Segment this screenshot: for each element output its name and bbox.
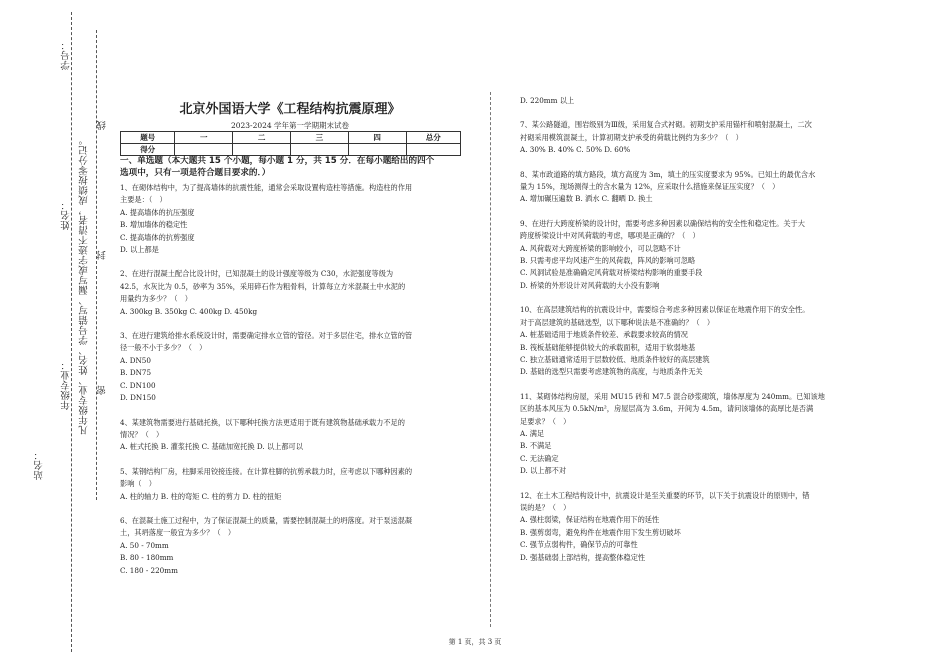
question-gap [520, 107, 870, 119]
answer-option: A. DN50 [120, 355, 151, 365]
question-gap [120, 454, 470, 466]
question-block [520, 169, 870, 206]
question-block [520, 490, 870, 564]
column-separator [490, 92, 491, 627]
question-text: 8、某市政道路的填方路段，填方高度为 3m，填土的压实度要求为 95%。已知土的最优含水 [520, 169, 816, 179]
question-block [520, 218, 870, 292]
question-block [120, 417, 470, 454]
answer-option: A. 50 - 70mm [120, 540, 169, 550]
answer-option: C. 强节点弱构件，确保节点的可靠性 [520, 540, 638, 550]
question-text: 1、在砌体结构中，为了提高墙体的抗震性能，通常会采取设置构造柱等措施。构造柱的作用 [120, 183, 413, 192]
question-gap [520, 478, 870, 490]
question-text: 区的基本风压为 0.5kN/m²，房屋层高为 3.6m，开间为 4.5m，请问该墙体的高厚比是否满 [520, 404, 814, 414]
binding-dashed-line [71, 12, 72, 652]
question-text: 土，其坍落度一般宜为多少？（ ） [120, 528, 236, 538]
answer-option: A. 强柱弱梁，保证结构在地震作用下的延性 [520, 515, 660, 525]
answer-option: A. 300kg B. 350kg C. 400kg D. 450kg [120, 306, 258, 316]
question-text: 5、某钢结构厂房，柱脚采用铰接连接。在计算柱脚的抗剪承载力时，应考虑以下哪种因素的 [120, 466, 413, 476]
score-cell [233, 144, 291, 156]
question-block [520, 95, 870, 107]
answer-option: A. 桩基础适用于地质条件较差、承载要求较高的情况 [520, 330, 688, 340]
question-gap [520, 206, 870, 218]
answer-option: D. 220mm 以上 [520, 96, 575, 105]
student-id-label: 学号： [61, 40, 72, 70]
question-text: 跨度桥梁设计中对风荷载的考虑，哪项是正确的？（ ） [520, 231, 700, 241]
question-text: 2、在进行混凝土配合比设计时，已知混凝土的设计强度等级为 C30，水泥强度等级为 [120, 269, 394, 279]
question-text: 12、在土木工程结构设计中，抗震设计是至关重要的环节，以下关于抗震设计的原则中，错 [520, 490, 810, 500]
question-text: 对于高层建筑的基础选型，以下哪种说法是不准确的？（ ） [520, 317, 715, 327]
score-cell [348, 144, 406, 156]
question-block [520, 304, 870, 378]
answer-option: D. 基础的选型只需要考虑建筑物的高度，与地质条件无关 [520, 367, 703, 377]
question-text: 11、某砌体结构房屋，采用 MU15 砖和 M7.5 混合砂浆砌筑，墙体厚度为 240mm。已知该地 [520, 391, 825, 401]
answer-option: A. 提高墙体的抗压强度 [120, 207, 195, 217]
answer-option: B. 不满足 [520, 441, 552, 451]
answer-option: D. DN150 [120, 393, 156, 403]
answer-option: B. DN75 [120, 368, 152, 378]
answer-option: D. 桥梁的外形设计对风荷载的大小没有影响 [520, 280, 660, 290]
answer-option: B. 只需考虑平均风速产生的风荷载，阵风的影响可忽略 [520, 256, 696, 266]
question-gap [520, 292, 870, 304]
name-label: 姓名： [61, 200, 72, 230]
score-header-cell: 一 [175, 132, 233, 144]
answer-option: A. 桩式托换 B. 灌浆托换 C. 基础加宽托换 D. 以上都可以 [120, 442, 303, 452]
answer-option: C. 独立基础通常适用于层数较低、地质条件较好的高层建筑 [520, 354, 710, 364]
right-question-column [520, 95, 870, 564]
question-gap [120, 405, 470, 417]
question-text: 影响（ ） [120, 479, 156, 489]
answer-option: C. 风洞试验是准确确定风荷载对桥梁结构影响的重要手段 [520, 268, 703, 278]
question-text: 主要是：（ ） [120, 195, 167, 205]
site-label: 站名： [34, 450, 45, 480]
binding-dashed-line-inner [96, 30, 97, 500]
question-gap [520, 157, 870, 169]
exam-subtitle: 2023-2024 学年第一学期期末试卷 [230, 121, 350, 130]
question-text: 情况？（ ） [120, 429, 164, 439]
answer-option: D. 以上都不对 [520, 466, 567, 476]
grade-major-label: 年级专业： [61, 360, 72, 410]
answer-option: A. 增加碾压遍数 B. 洒水 C. 翻晒 D. 换土 [520, 194, 653, 204]
question-block [120, 330, 470, 404]
question-text: 4、某建筑物需要进行基础托换，以下哪种托换方法更适用于既有建筑物基础承载力不足的 [120, 417, 405, 427]
score-header-cell: 三 [290, 132, 348, 144]
question-block [520, 391, 870, 478]
answer-option: D. 以上都是 [120, 245, 159, 255]
answer-option: C. 提高墙体的抗剪强度 [120, 232, 195, 242]
score-header-cell: 题号 [121, 132, 175, 144]
score-header-cell: 总分 [406, 132, 460, 144]
question-text: 3、在进行建筑给排水系统设计时，需要确定排水立管的管径。对于多层住宅，排水立管的管 [120, 331, 413, 341]
answer-option: D. 强基础弱上部结构，提高整体稳定性 [520, 552, 646, 562]
binding-notice: 凡年级专业、姓名、学号错写、漏写或字迹不清者，成绩按零分记。 [79, 135, 90, 435]
question-text: 衬砌采用模筑混凝土，计算初期支护承受的荷载比例约为多少？（ ） [520, 132, 743, 142]
answer-option: A. 满足 [520, 428, 545, 438]
score-table-header-row [121, 132, 461, 144]
score-row-label: 得分 [121, 144, 175, 156]
left-question-column [120, 182, 470, 577]
question-text: 用量约为多少？（ ） [120, 294, 192, 304]
score-table-score-row [121, 144, 461, 156]
score-table [120, 131, 461, 156]
page-footer: 第 1 页，共 3 页 [448, 638, 502, 646]
section-heading-line: 一、单选题（本大题共 15 个小题，每小题 1 分，共 15 分．在每小题给出的四个 [120, 156, 435, 166]
question-block [120, 182, 470, 256]
question-gap [520, 379, 870, 391]
section-heading [120, 155, 465, 179]
answer-option: A. 风荷载对大跨度桥梁的影响较小，可以忽略不计 [520, 243, 681, 253]
question-text: 量为 15%，现场测得土的含水量为 12%，应采取什么措施来保证压实度？（ ） [520, 182, 780, 192]
answer-option: C. 180 - 220mm [120, 565, 178, 575]
question-text: 足要求？（ ） [520, 416, 571, 426]
seal-char-mi: 密 [97, 385, 108, 395]
exam-title: 北京外国语大学《工程结构抗震原理》 [179, 102, 401, 117]
score-cell [175, 144, 233, 156]
question-block [120, 268, 470, 318]
seal-char-xian: 线 [97, 120, 108, 130]
score-header-cell: 二 [233, 132, 291, 144]
score-header-cell: 四 [348, 132, 406, 144]
question-gap [120, 503, 470, 515]
score-cell [406, 144, 460, 156]
question-text: 6、在混凝土施工过程中，为了保证混凝土的质量，需要控制混凝土的坍落度。对于泵送混凝 [120, 515, 413, 525]
answer-option: B. 强剪弱弯，避免构件在地震作用下发生剪切破坏 [520, 527, 681, 537]
answer-option: C. DN100 [120, 380, 156, 390]
seal-char-feng: 封 [97, 250, 108, 260]
question-text: 7、某公路隧道，围岩级别为Ⅲ级，采用复合式衬砌。初期支护采用锚杆和喷射混凝土，二次 [520, 120, 812, 130]
score-cell [290, 144, 348, 156]
answer-option: B. 增加墙体的稳定性 [120, 220, 188, 230]
answer-option: C. 无法确定 [520, 453, 559, 463]
question-text: 误的是？（ ） [520, 502, 571, 512]
question-block [520, 119, 870, 156]
section-heading-line: 选项中，只有一项是符合题目要求的．） [120, 168, 271, 178]
question-text: 42.5，水灰比为 0.5，砂率为 35%，采用碎石作为粗骨料，计算每立方米混凝土中水泥的 [120, 281, 406, 291]
question-block [120, 466, 470, 503]
answer-option: B. 筏板基础能够提供较大的承载面积，适用于软弱地基 [520, 342, 696, 352]
question-gap [120, 318, 470, 330]
question-text: 9、在进行大跨度桥梁的设计时，需要考虑多种因素以确保结构的安全性和稳定性。关于大 [520, 218, 805, 228]
answer-option: A. 30% B. 40% C. 50% D. 60% [520, 145, 631, 155]
question-text: 10、在高层建筑结构的抗震设计中，需要综合考虑多种因素以保证在地震作用下的安全性。 [520, 305, 810, 315]
question-text: 径一般不小于多少？（ ） [120, 343, 207, 353]
answer-option: A. 柱的轴力 B. 柱的弯矩 C. 柱的剪力 D. 柱的扭矩 [120, 491, 282, 501]
question-gap [120, 256, 470, 268]
question-block [120, 515, 470, 577]
answer-option: B. 80 - 180mm [120, 553, 174, 563]
